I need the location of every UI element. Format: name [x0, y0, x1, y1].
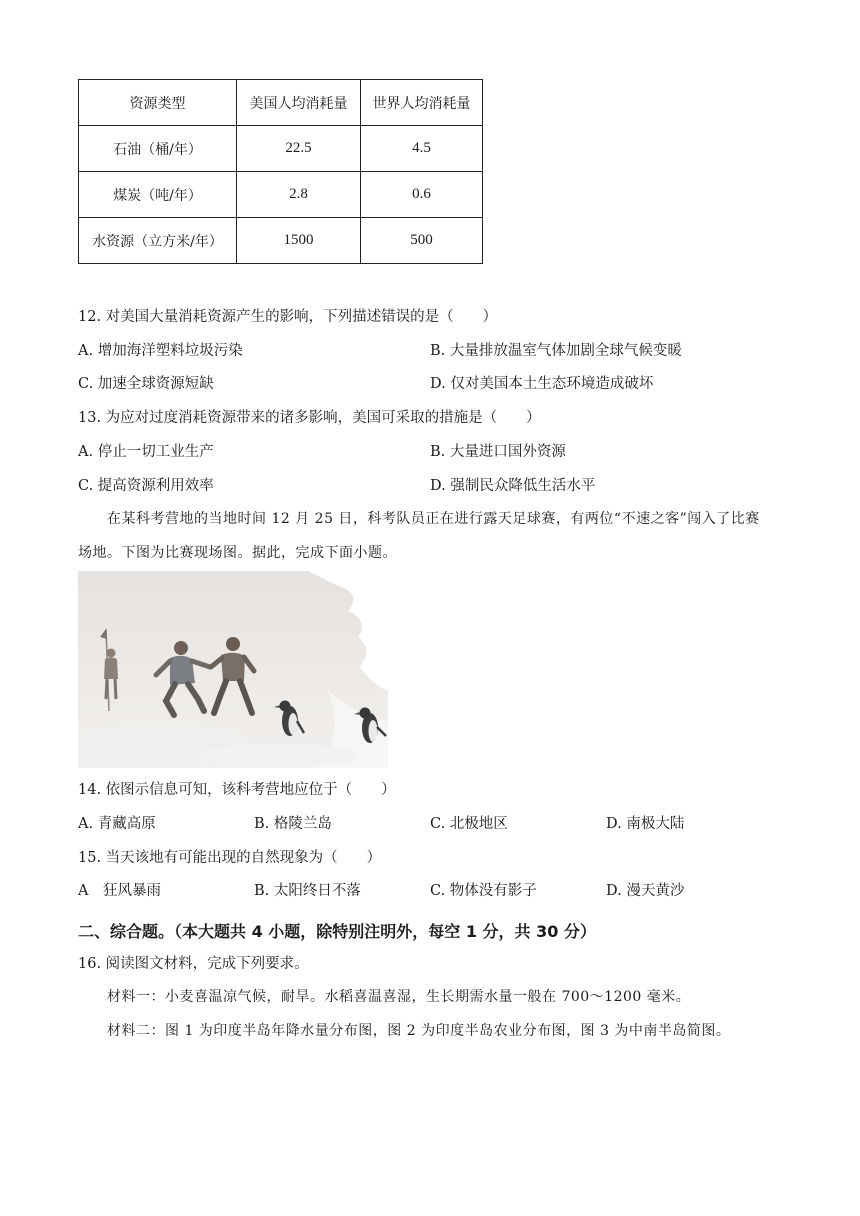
question-12-option-d: D. 仅对美国本土生态环境造成破坏	[430, 376, 654, 392]
table-cell: 石油（桶/年）	[79, 126, 237, 172]
table-cell: 0.6	[361, 172, 483, 218]
question-15-option-b: B. 太阳终日不落	[254, 883, 361, 899]
table-cell: 22.5	[237, 126, 361, 172]
question-15-stem: 15. 当天该地有可能出现的自然现象为（ ）	[78, 850, 382, 866]
question-12-option-c: C. 加速全球资源短缺	[78, 376, 214, 392]
question-14-option-c: C. 北极地区	[430, 816, 508, 832]
table-header-cell: 美国人均消耗量	[237, 80, 361, 126]
table-header-cell: 世界人均消耗量	[361, 80, 483, 126]
passage-line-1: 在某科考营地的当地时间 12 月 25 日，科考队员正在进行露天足球赛，有两位“不速之客”闯入了比赛	[107, 511, 760, 527]
question-13-stem: 13. 为应对过度消耗资源带来的诸多影响，美国可采取的措施是（ ）	[78, 410, 541, 426]
question-12-option-a: A. 增加海洋塑料垃圾污染	[78, 343, 243, 359]
table-row	[79, 126, 483, 172]
table-cell: 4.5	[361, 126, 483, 172]
question-13-option-c: C. 提高资源利用效率	[78, 478, 214, 494]
table-cell: 煤炭（吨/年）	[79, 172, 237, 218]
table-cell: 1500	[237, 218, 361, 264]
resource-consumption-table	[78, 79, 483, 264]
question-12-option-b: B. 大量排放温室气体加剧全球气候变暖	[430, 343, 682, 359]
question-14-stem: 14. 依图示信息可知，该科考营地应位于（ ）	[78, 782, 396, 798]
question-15-option-d: D. 漫天黄沙	[606, 883, 685, 899]
question-15-option-a: A 狂风暴雨	[78, 883, 161, 899]
table-cell: 水资源（立方米/年）	[79, 218, 237, 264]
question-14-option-d: D. 南极大陆	[606, 816, 685, 832]
question-13-option-d: D. 强制民众降低生活水平	[430, 478, 596, 494]
question-14-option-b: B. 格陵兰岛	[254, 816, 332, 832]
question-16-stem: 16. 阅读图文材料，完成下列要求。	[78, 956, 309, 972]
table-header-cell: 资源类型	[79, 80, 237, 126]
match-scene-photo	[78, 571, 388, 768]
table-row	[79, 218, 483, 264]
question-14-option-a: A. 青藏高原	[78, 816, 156, 832]
section-2-heading: 二、综合题。（本大题共 4 小题，除特别注明外，每空 1 分，共 30 分）	[78, 922, 596, 941]
question-15-option-c: C. 物体没有影子	[430, 883, 537, 899]
question-13-option-b: B. 大量进口国外资源	[430, 444, 566, 460]
table-cell: 500	[361, 218, 483, 264]
material-1: 材料一：小麦喜温凉气候，耐旱。水稻喜温喜湿，生长期需水量一般在 700～1200 毫米。	[107, 989, 691, 1005]
material-2: 材料二：图 1 为印度半岛年降水量分布图，图 2 为印度半岛农业分布图，图 3 为中南半岛简图。	[107, 1023, 731, 1039]
question-12-stem: 12. 对美国大量消耗资源产生的影响，下列描述错误的是（ ）	[78, 309, 498, 325]
table-row	[79, 172, 483, 218]
table-header-row	[79, 80, 483, 126]
passage-line-2: 场地。下图为比赛现场图。据此，完成下面小题。	[78, 545, 397, 561]
table-cell: 2.8	[237, 172, 361, 218]
question-13-option-a: A. 停止一切工业生产	[78, 444, 214, 460]
